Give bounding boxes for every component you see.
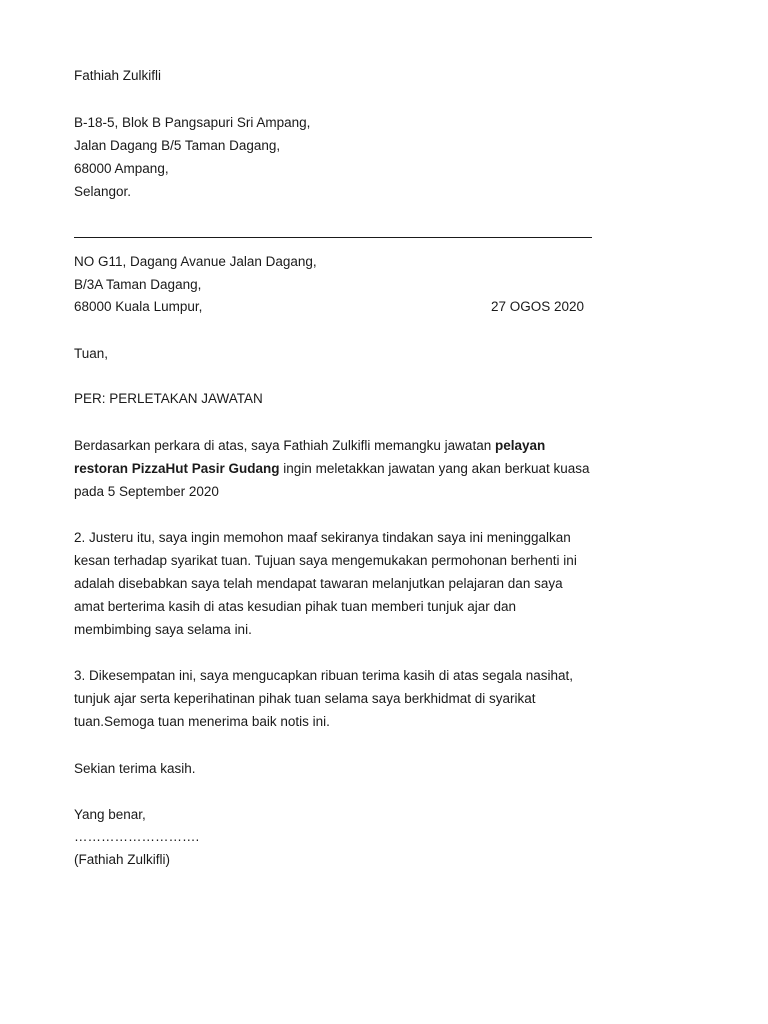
subject-line: PER: PERLETAKAN JAWATAN <box>74 391 263 406</box>
para3-line-1: 3. Dikesempatan ini, saya mengucapkan ribuan terima kasih di atas segala nasihat, <box>74 668 574 683</box>
para2-line-1: 2. Justeru itu, saya ingin memohon maaf sekiranya tindakan saya ini meninggalkan <box>74 530 571 545</box>
para2-line-5: membimbing saya selama ini. <box>74 622 252 637</box>
recipient-address-line-1: NO G11, Dagang Avanue Jalan Dagang, <box>74 254 317 269</box>
signature-dots: ………………………. <box>74 829 200 844</box>
closing-thanks: Sekian terima kasih. <box>74 761 196 776</box>
para1-line-1 <box>74 438 545 454</box>
recipient-address-line-3: 68000 Kuala Lumpur, <box>74 299 203 314</box>
signature-name: (Fathiah Zulkifli) <box>74 852 171 867</box>
sender-name: Fathiah Zulkifli <box>74 68 162 83</box>
para1-line-2-text: ingin meletakkan jawatan yang akan berkuat kuasa <box>279 461 590 476</box>
para1-line-1-bold: pelayan <box>494 438 546 453</box>
sender-address-line-2: Jalan Dagang B/5 Taman Dagang, <box>74 138 281 153</box>
para2-line-2: kesan terhadap syarikat tuan. Tujuan saya mengemukakan permohonan berhenti ini <box>74 553 577 568</box>
para2-line-3: adalah disebabkan saya telah mendapat tawaran melanjutkan pelajaran dan saya <box>74 576 563 591</box>
closing-yours: Yang benar, <box>74 807 146 822</box>
letter-page <box>74 0 634 1024</box>
sender-address-line-3: 68000 Ampang, <box>74 161 169 176</box>
address-divider <box>74 237 592 238</box>
recipient-address-line-2: B/3A Taman Dagang, <box>74 277 202 292</box>
para1-line-2-bold: restoran PizzaHut Pasir Gudang <box>74 461 280 476</box>
para3-line-2: tunjuk ajar serta keperihatinan pihak tuan selama saya berkhidmat di syarikat <box>74 691 536 706</box>
sender-address-line-1: B-18-5, Blok B Pangsapuri Sri Ampang, <box>74 115 311 130</box>
para1-line-3: pada 5 September 2020 <box>74 484 219 499</box>
para1-line-1-text: Berdasarkan perkara di atas, saya Fathiah Zulkifli memangku jawatan <box>74 438 495 453</box>
para3-line-3: tuan.Semoga tuan menerima baik notis ini. <box>74 714 330 729</box>
para2-line-4: amat berterima kasih di atas kesudian pihak tuan memberi tunjuk ajar dan <box>74 599 516 614</box>
sender-address-line-4: Selangor. <box>74 184 132 199</box>
salutation: Tuan, <box>74 346 109 361</box>
letter-date: 27 OGOS 2020 <box>491 299 585 314</box>
para1-line-2 <box>74 461 590 477</box>
